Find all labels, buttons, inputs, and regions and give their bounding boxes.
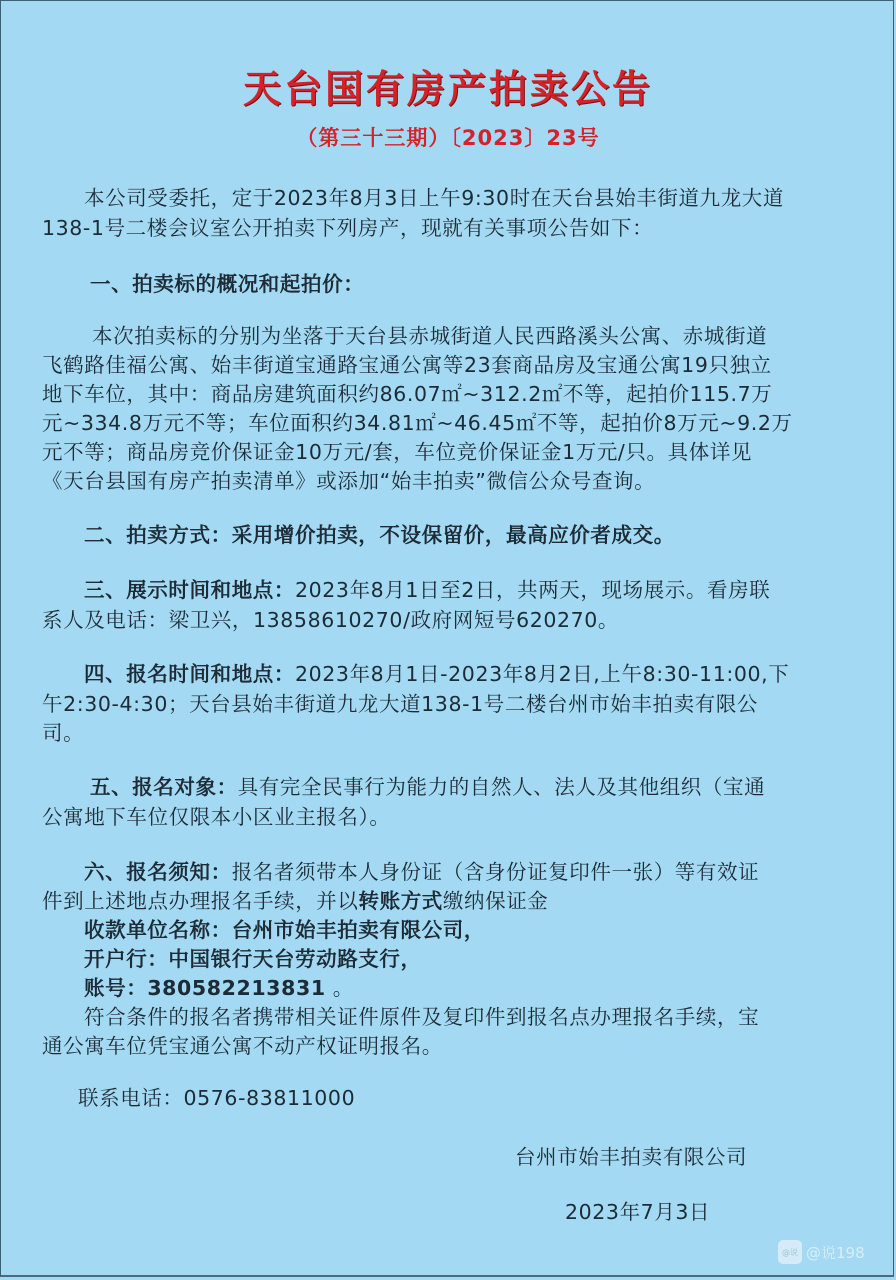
bank-label: 开户行： — [84, 947, 169, 971]
watermark — [778, 1240, 865, 1264]
intro-line-2: 138-1号二楼会议室公开拍卖下列房产，现就有关事项公告如下： — [42, 216, 654, 240]
section4-line-2: 午2:30-4:30；天台县始丰街道九龙大道138-1号二楼台州市始丰拍卖有限公 — [42, 692, 759, 716]
section6-text: 件到上述地点办理报名手续，并以 — [42, 889, 359, 913]
section6-line-1 — [84, 858, 759, 886]
section4-heading: 四、报名时间和地点： — [84, 662, 295, 686]
signature-company: 台州市始丰拍卖有限公司 — [515, 1145, 748, 1169]
watermark-text: @说198 — [806, 1243, 865, 1262]
section6-heading: 六、报名须知： — [84, 860, 232, 884]
punctuation: 。 — [325, 976, 354, 1000]
note-line-1: 符合条件的报名者携带相关证件原件及复印件到报名点办理报名手续，宝 — [84, 1005, 760, 1029]
account-label: 账号： — [84, 976, 148, 1000]
section2-heading: 二、拍卖方式： — [84, 523, 232, 547]
section5-text: 具有完全民事行为能力的自然人、法人及其他组织（宝通 — [237, 775, 766, 799]
section4-line-3: 司。 — [42, 721, 85, 745]
signature-date: 2023年7月3日 — [565, 1200, 711, 1224]
account-line — [84, 974, 354, 1002]
section1-line: 本次拍卖标的分别为坐落于天台县赤城街道人民西路溪头公寓、赤城街道 — [92, 324, 768, 348]
section6-text: 缴纳保证金 — [442, 889, 549, 913]
section3-heading: 三、展示时间和地点： — [84, 578, 295, 602]
contact-label: 联系电话： — [78, 1086, 184, 1110]
section2-line — [84, 521, 675, 549]
section5-heading: 五、报名对象： — [90, 775, 238, 799]
section1-line: 地下车位，其中：商品房建筑面积约86.07㎡~312.2㎡不等，起拍价115.7万 — [42, 382, 773, 406]
section1-line: 《天台县国有房产拍卖清单》或添加“始丰拍卖”微信公众号查询。 — [42, 469, 656, 493]
section5-line-1 — [90, 773, 765, 801]
section3-line-1 — [84, 576, 770, 604]
section4-text: 2023年8月1日-2023年8月2日,上午8:30-11:00,下 — [295, 662, 790, 686]
section5-line-2: 公寓地下车位仅限本小区业主报名）。 — [42, 805, 391, 829]
section2-text: 采用增价拍卖，不设保留价，最高应价者成交。 — [231, 523, 675, 547]
section1-heading: 一、拍卖标的概况和起拍价： — [90, 272, 365, 296]
contact-line — [78, 1084, 355, 1112]
section1-line: 元不等；商品房竞价保证金10万元/套，车位竞价保证金1万元/只。具体详见 — [42, 440, 753, 464]
payee-value: 台州市始丰拍卖有限公司， — [231, 918, 485, 942]
intro-line-1: 本公司受委托，定于2023年8月3日上午9:30时在天台县始丰街道九龙大道 — [84, 186, 784, 210]
section1-line: 元~334.8万元不等；车位面积约34.81㎡~46.45㎡不等，起拍价8万元~9.2万 — [42, 411, 793, 435]
bank-value: 中国银行天台劳动路支行， — [168, 947, 422, 971]
watermark-logo-icon: @说 — [778, 1240, 802, 1264]
section4-line-1 — [84, 660, 789, 688]
note-line-2: 通公寓车位凭宝通公寓不动产权证明报名。 — [42, 1034, 443, 1058]
page-title: 天台国有房产拍卖公告 — [242, 67, 653, 111]
account-number: 380582213831 — [147, 976, 326, 1000]
transfer-method: 转账方式 — [358, 889, 443, 913]
section1-line: 飞鹤路佳福公寓、始丰街道宝通路宝通公寓等23套商品房及宝通公寓19只独立 — [42, 353, 772, 377]
section6-line-2 — [42, 887, 548, 915]
section3-text: 2023年8月1日至2日，共两天，现场展示。看房联 — [295, 578, 771, 602]
payee-line — [84, 916, 485, 944]
bank-line — [84, 945, 422, 973]
section6-text: 报名者须带本人身份证（含身份证复印件一张）等有效证 — [231, 860, 760, 884]
contact-phone: 0576-83811000 — [183, 1086, 356, 1110]
payee-label: 收款单位名称： — [84, 918, 232, 942]
issue-number: （第三十三期）〔2023〕23号 — [296, 126, 600, 150]
section3-line-2: 系人及电话：梁卫兴，13858610270/政府网短号620270。 — [42, 608, 620, 632]
